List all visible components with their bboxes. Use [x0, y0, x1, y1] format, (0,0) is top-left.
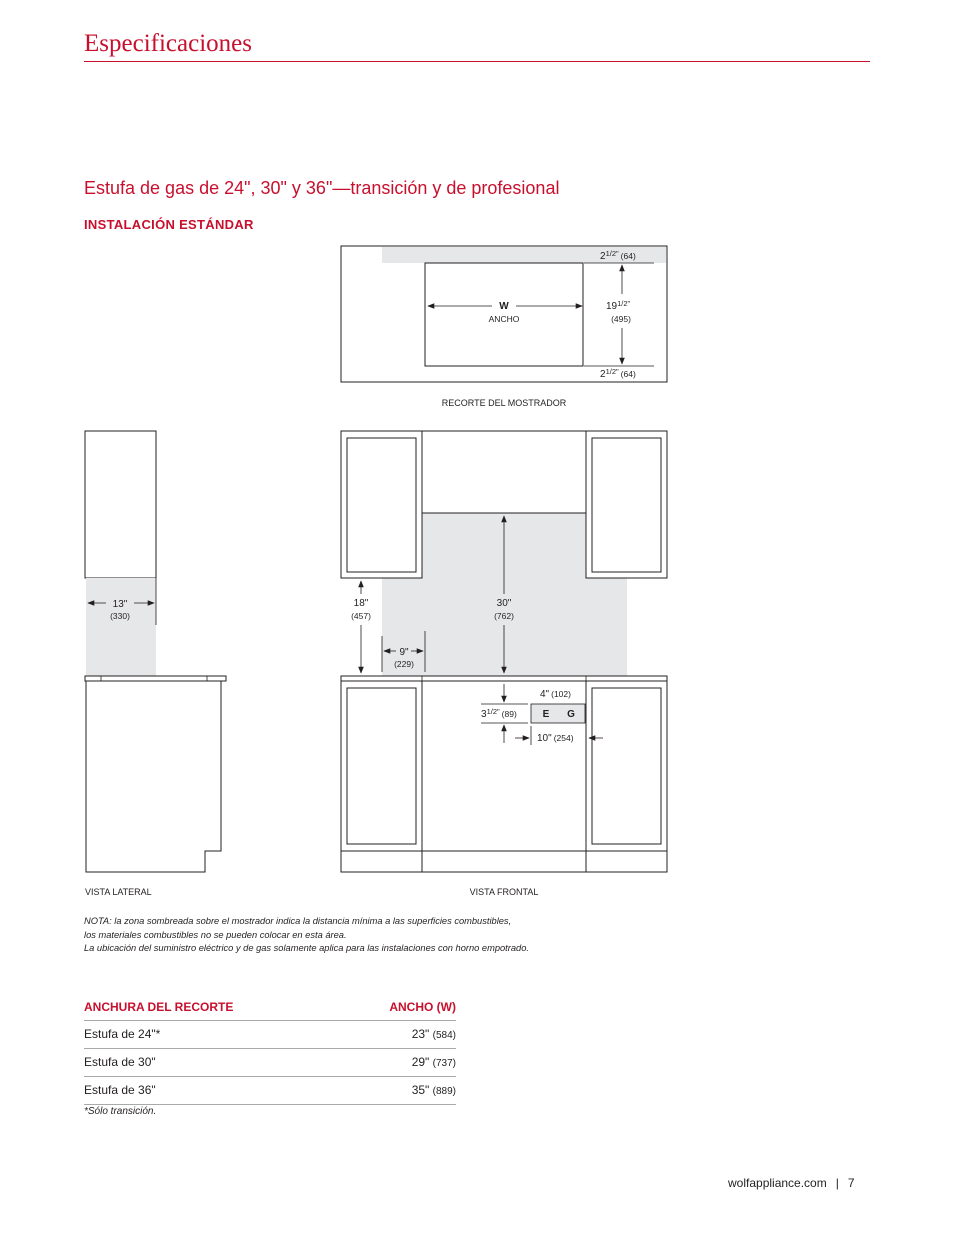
- cutout-caption: RECORTE DEL MOSTRADOR: [441, 398, 567, 408]
- side-depth-dimension-label: 13": [112, 599, 128, 610]
- countertop-cutout-diagram: [341, 246, 667, 408]
- upper-cabinet-left: [341, 431, 422, 578]
- width-sublabel: ANCHO: [488, 314, 520, 324]
- base-cabinet-side: [86, 681, 221, 872]
- width-value-cell: 23" (584): [341, 1021, 456, 1049]
- page-title: Especificaciones: [84, 30, 252, 57]
- shaded-clearance-zone: [86, 578, 156, 676]
- utility-box-height-label: $3^{1/2"}$ $_{(89)}$: [481, 707, 517, 720]
- range-size-cell: Estufa de 36": [84, 1077, 341, 1105]
- note-line: los materiales combustibles no se pueden colocar en esta área.: [84, 929, 347, 940]
- note-line: NOTA: la zona sombreada sobre el mostrador indica la distancia mínima a las superficies combustibles,: [84, 916, 512, 926]
- range-size-cell: Estufa de 24"*: [84, 1021, 341, 1049]
- upper-cabinet-side: [85, 431, 156, 578]
- table-row: [84, 1077, 456, 1105]
- installation-note: [84, 915, 529, 956]
- hood-clearance-mm: (762): [494, 611, 514, 621]
- countertop-side: [85, 676, 226, 681]
- note-line: La ubicación del suministro eléctrico y de gas solamente aplica para las instalaciones con horno empotrado.: [84, 943, 529, 953]
- upper-cabinet-right: [586, 431, 667, 578]
- side-view-diagram: [85, 431, 226, 897]
- hood-cabinet: [422, 431, 586, 513]
- page-number: 7: [847, 1176, 855, 1190]
- width-value-cell: 35" (889): [341, 1077, 456, 1105]
- width-label: W: [499, 301, 509, 312]
- column-header-width: ANCHO (W): [341, 1000, 456, 1021]
- top-margin-dimension-label: $2^{1/2"}$ $_{(64)}$: [600, 249, 636, 262]
- website-link[interactable]: wolfappliance.com: [728, 1176, 827, 1190]
- section-heading: Estufa de gas de 24", 30" y 36"—transición y de profesional: [84, 178, 560, 198]
- cutout-width-table: [84, 1000, 456, 1105]
- depth-dimension-label: $19^{1/2"}$: [606, 299, 631, 312]
- width-value-cell: 29" (737): [341, 1049, 456, 1077]
- depth-dimension-mm: (495): [611, 314, 631, 324]
- utility-location-box: [531, 704, 585, 723]
- countertop-front: [341, 676, 667, 681]
- front-view-caption: VISTA FRONTAL: [469, 887, 539, 897]
- utility-height-label: 4" (102): [540, 689, 571, 700]
- utility-offset-label: 10" (254): [537, 733, 574, 744]
- gas-label: G: [567, 709, 575, 720]
- footer-separator: |: [835, 1176, 839, 1190]
- table-footnote: *Sólo transición.: [84, 1106, 157, 1117]
- backsplash-height-label: 18": [353, 598, 369, 609]
- bottom-margin-dimension-label: $2^{1/2"}$ $_{(64)}$: [600, 367, 636, 380]
- table-row: [84, 1049, 456, 1077]
- hood-clearance-label: 30": [496, 598, 512, 609]
- column-header-cutout-width: ANCHURA DEL RECORTE: [84, 1000, 341, 1021]
- front-view-diagram: [341, 431, 667, 897]
- backsplash-height-mm: (457): [351, 611, 371, 621]
- range-size-cell: Estufa de 30": [84, 1049, 341, 1077]
- cabinet-door: [592, 688, 661, 844]
- side-view-caption: VISTA LATERAL: [85, 887, 152, 897]
- table-row: [84, 1021, 456, 1049]
- side-clearance-mm: (229): [394, 659, 414, 669]
- side-depth-dimension-mm: (330): [110, 611, 130, 621]
- sub-heading: INSTALACIÓN ESTÁNDAR: [84, 217, 254, 232]
- table-header-row: [84, 1000, 456, 1021]
- side-clearance-label: 9": [399, 647, 409, 658]
- electric-label: E: [542, 709, 550, 720]
- page-footer: [728, 1176, 855, 1190]
- cabinet-door: [347, 688, 416, 844]
